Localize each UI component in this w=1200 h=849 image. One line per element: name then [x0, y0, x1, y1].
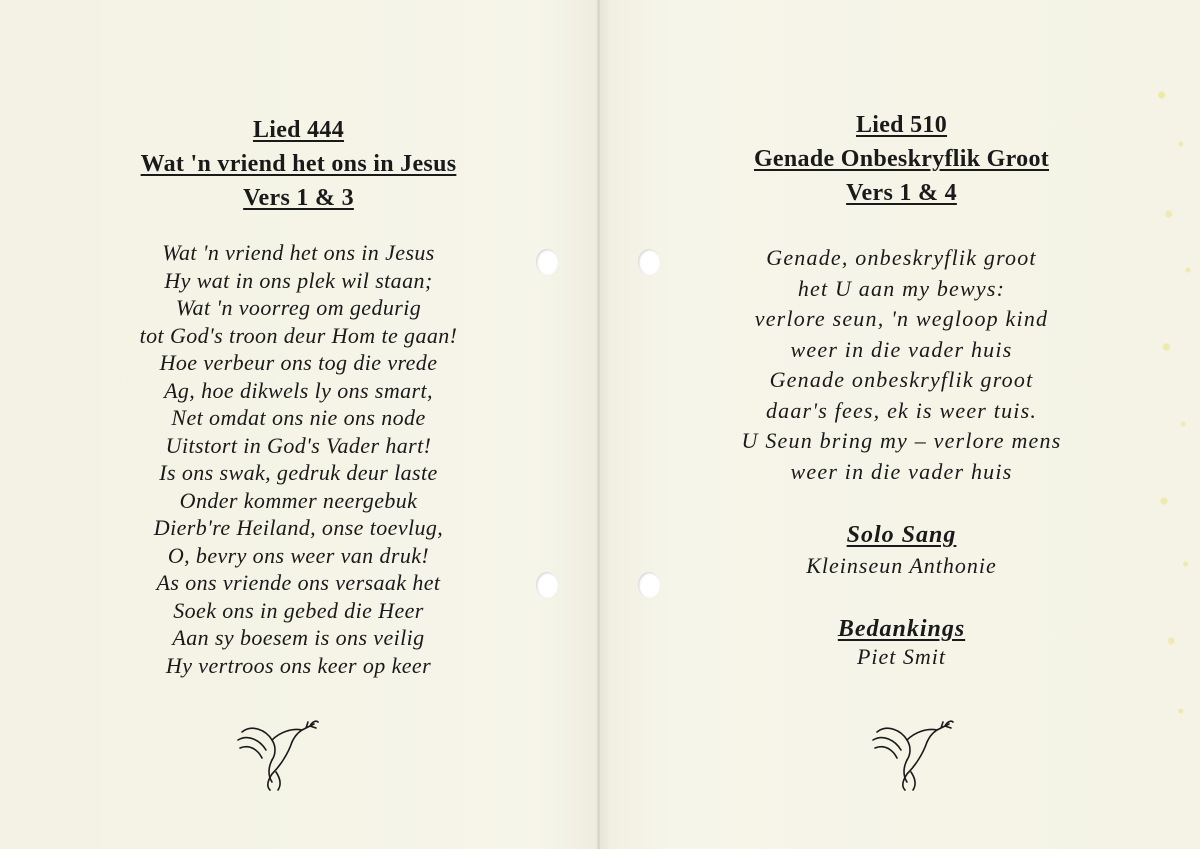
hymn-title: Wat 'n vriend het ons in Jesus: [140, 151, 457, 177]
lyric-line: Is ons swak, gedruk deur laste: [159, 460, 438, 485]
thanks-title: Bedankings: [837, 616, 966, 642]
lyric-line: Aan sy boesem is ons veilig: [172, 625, 425, 650]
lyric-line: As ons vriende ons versaak het: [156, 570, 441, 595]
thanks-speaker: Piet Smit: [856, 644, 947, 669]
solo-title: Solo Sang: [846, 522, 957, 548]
solo-section: [603, 520, 1200, 580]
right-page: [603, 0, 1200, 849]
lyric-line: Wat 'n voorreg om gedurig: [175, 295, 422, 320]
lyric-line: daar's fees, ek is weer tuis.: [765, 397, 1038, 423]
lyric-line: Net omdat ons nie ons node: [171, 405, 426, 430]
lyric-line: tot God's troon deur Hom te gaan!: [139, 322, 458, 348]
hymn-title: Genade Onbeskryflik Groot: [753, 146, 1050, 172]
hymn-verses: Vers 1 & 4: [846, 180, 957, 206]
lyric-line: verlore seun, 'n wegloop kind: [754, 306, 1049, 331]
center-fold: [597, 0, 601, 849]
lyric-line: Wat 'n vriend het ons in Jesus: [162, 240, 435, 265]
lyric-line: weer in die vader huis: [790, 336, 1013, 362]
solo-performer: Kleinseun Anthonie: [806, 553, 997, 578]
hymn-number: Lied 444: [252, 117, 345, 143]
lyric-line: Hy vertroos ons keer op keer: [165, 652, 432, 678]
lyric-line: Hy wat in ons plek wil staan;: [164, 267, 433, 293]
lyric-line: Uitstort in God's Vader hart!: [165, 432, 432, 458]
hymn-heading: [0, 113, 597, 215]
lyric-line: O, bevry ons weer van druk!: [167, 542, 430, 568]
hymn-heading: [603, 108, 1200, 210]
lyric-line: Onder kommer neergebuk: [179, 487, 418, 513]
lyric-line: Genade onbeskryflik groot: [769, 367, 1034, 392]
thanks-section: [603, 614, 1200, 671]
lyric-line: Dierb're Heiland, onse toevlug,: [153, 515, 444, 540]
hymn-verses: Vers 1 & 3: [243, 185, 354, 211]
lyric-line: Hoe verbeur ons tog die vrede: [159, 350, 438, 375]
hymn-lyrics: [603, 243, 1200, 487]
hymn-lyrics: [0, 239, 597, 679]
lyric-line: Genade, onbeskryflik groot: [766, 245, 1037, 270]
lyric-line: weer in die vader huis: [790, 458, 1013, 484]
dove-icon: [867, 710, 957, 792]
left-page: [0, 0, 597, 849]
dove-icon: [232, 710, 322, 792]
hymn-number: Lied 510: [855, 112, 948, 138]
lyric-line: het U aan my bewys:: [797, 275, 1006, 301]
lyric-line: U Seun bring my – verlore mens: [741, 428, 1062, 453]
lyric-line: Ag, hoe dikwels ly ons smart,: [164, 377, 433, 403]
lyric-line: Soek ons in gebed die Heer: [173, 597, 424, 623]
